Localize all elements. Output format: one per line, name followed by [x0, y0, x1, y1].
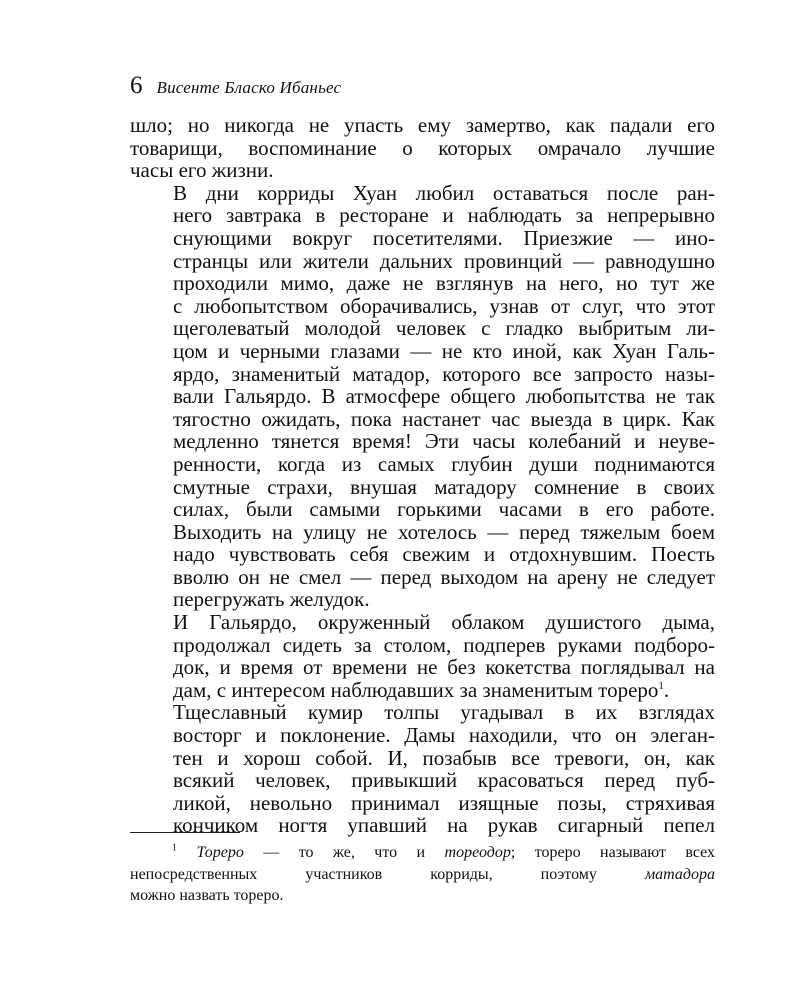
footnote-term: матадора: [644, 865, 715, 883]
text-line: продолжал сидеть за столом, подперев руками подборо-: [173, 632, 715, 657]
text-line: док, и время от времени не без кокетства поглядывал на: [173, 655, 715, 680]
text-line: с любопытством оборачивались, узнав от слуг, что этот: [173, 293, 715, 318]
text-line: него завтрака в ресторане и наблюдать за непрерывно: [173, 203, 715, 228]
text-line: В дни корриды Хуан любил оставаться после ран-: [173, 180, 715, 205]
text-line: медленно тянется время! Эти часы колебаний и неуве-: [173, 429, 715, 454]
text-line: Тщеславный кумир толпы угадывал в их взглядах: [173, 700, 715, 725]
footnote-line: можно назвать тореро.: [130, 887, 284, 904]
text-line: силах, были самыми горькими часами в его работе.: [173, 497, 715, 522]
text-line: шло; но никогда не упасть ему замертво, как падали его: [130, 113, 715, 137]
footnote-term: тореодор: [444, 844, 511, 861]
text-line: кончиком ногтя упавший на рукав сигарный пепел: [173, 813, 715, 838]
text-line: проходили мимо, даже не взглянув на него, но тут же: [173, 271, 715, 296]
text-line: дам, с интересом наблюдавших за знаменитым тореро$^1$.: [173, 677, 670, 702]
text-line: смутные страхи, внушая матадору сомнение в своих: [173, 474, 715, 499]
text-line: вали Гальярдо. В атмосфере общего любопытства не так: [173, 384, 715, 409]
text-line: тен и хорош собой. И, позабыв все тревоги, он, как: [173, 745, 715, 770]
footnote-marker: 1: [172, 842, 177, 854]
text-line: ярдо, знаменитый матадор, которого все запросто назы-: [173, 361, 715, 386]
text-line: ликой, невольно принимал изящные позы, стряхивая: [173, 790, 715, 815]
page-number: 6: [130, 72, 143, 99]
text-line: вволю он не смел — перед выходом на арену не следует: [173, 564, 715, 589]
text-line: тягостно ожидать, пока настанет час выезда в цирк. Как: [173, 406, 715, 431]
text-line: перегружать желудок.: [173, 587, 370, 612]
text-line: И Гальярдо, окруженный облаком душистого дыма,: [173, 610, 715, 635]
paragraph: [130, 611, 715, 701]
text-line: восторг и поклонение. Дамы находили, что он элеган-: [173, 723, 715, 748]
page-header: [130, 72, 341, 104]
footnote-term: Тореро: [196, 844, 244, 861]
footnote-line: $^1$ Тореро — то же, что и тореодор; тореро называют всех: [172, 842, 716, 861]
text-line: часы его жизни.: [130, 158, 274, 183]
footnote-line: непосредственных участников корриды, поэтому матадора: [130, 865, 715, 883]
text-line: цом и черными глазами — не кто иной, как Хуан Галь-: [173, 338, 715, 363]
text-line: всякий человек, привыкший красоваться перед пуб-: [173, 768, 715, 793]
paragraph: [130, 182, 715, 611]
main-text: [130, 114, 715, 837]
text-line: ренности, когда из самых глубин души поднимаются: [173, 451, 715, 476]
text-line: странцы или жители дальних провинций — равнодушно: [173, 248, 715, 273]
footnote: [130, 842, 715, 907]
footnote-divider: [130, 832, 240, 833]
text-line: товарищи, воспоминание о которых омрачало лучшие: [130, 135, 715, 160]
paragraph: [130, 114, 715, 182]
text-line: снующими вокруг посетителями. Приезжие — ино-: [173, 225, 715, 250]
footnote-reference[interactable]: 1: [658, 679, 664, 692]
text-line: щеголеватый молодой человек с гладко выбритым ли-: [173, 316, 715, 341]
paragraph: [130, 701, 715, 837]
text-line: Выходить на улицу не хотелось — перед тяжелым боем: [173, 519, 715, 544]
text-line: надо чувствовать себя свежим и отдохнувшим. Поесть: [173, 542, 715, 567]
running-head: Висенте Бласко Ибаньес: [156, 78, 342, 97]
